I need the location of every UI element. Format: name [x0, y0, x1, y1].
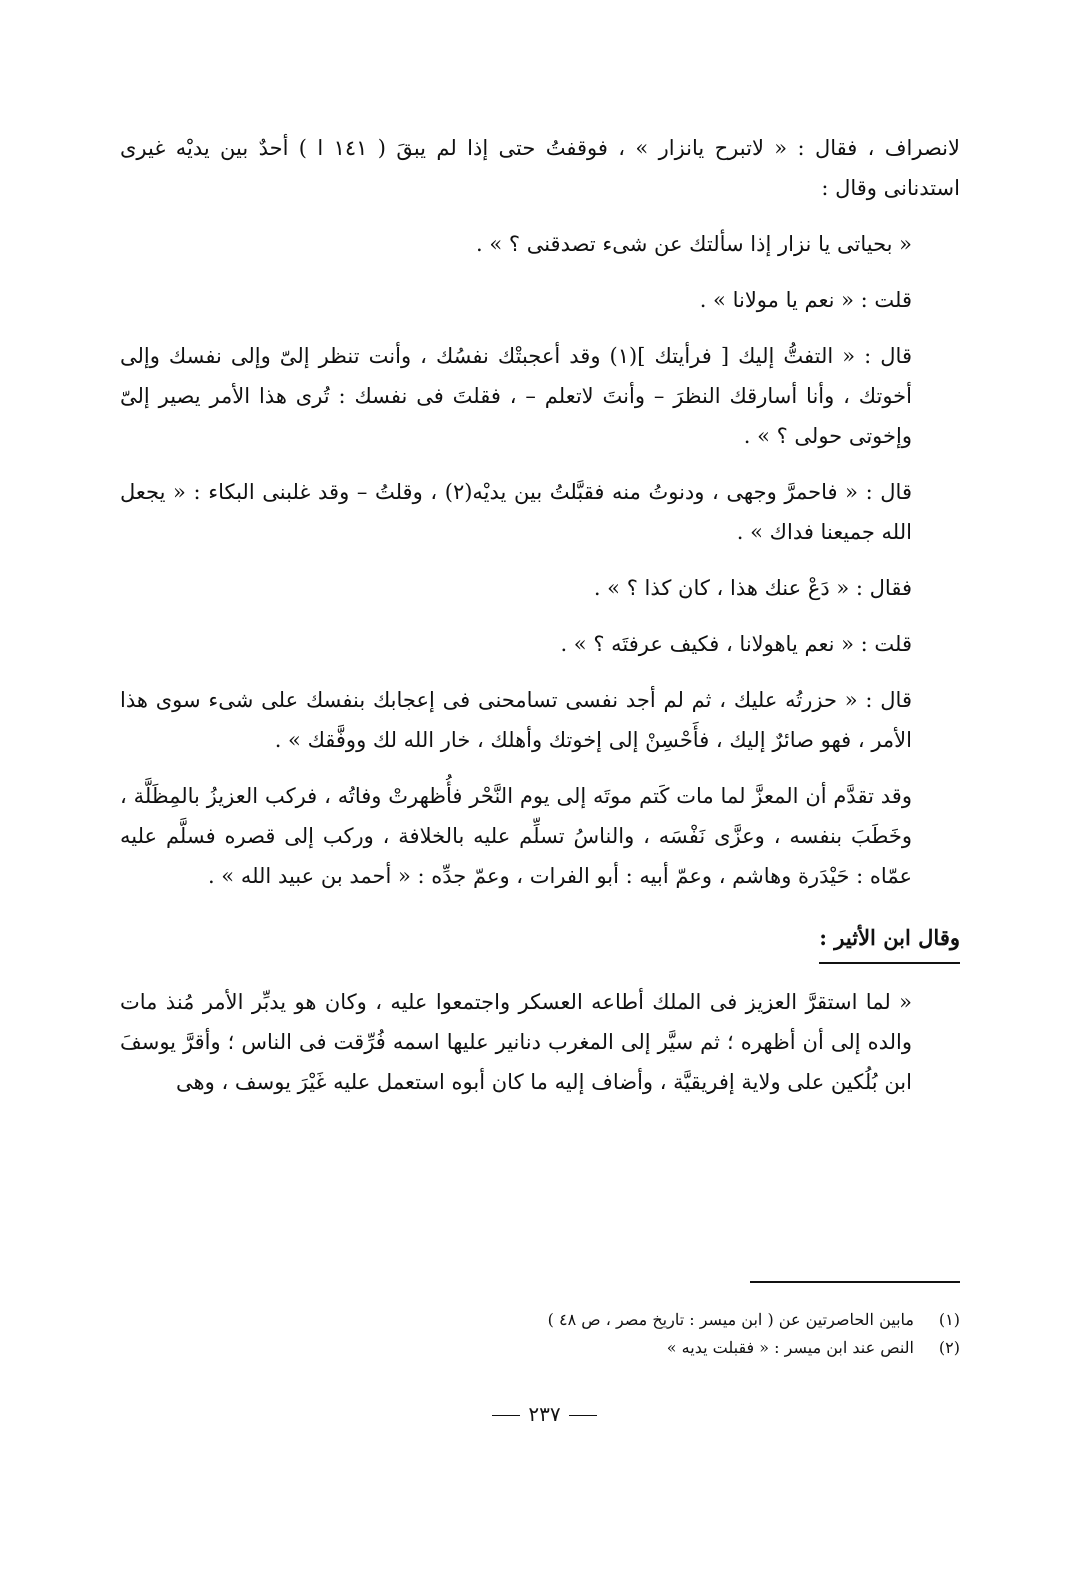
- footnote-number: (١): [938, 1310, 960, 1329]
- footnote: [300, 1334, 960, 1362]
- paragraph: قال : « فاحمرَّ وجهى ، ودنوتُ منه فقبَّلتُ بين يديْه(٢) ، وقلتُ – وقد غلبنى البكاء : « يجعل الله جميعنا فداك » .: [120, 480, 912, 544]
- footnotes: [300, 1306, 960, 1362]
- footnote-divider: [750, 1281, 960, 1283]
- section-heading-wrap: [120, 912, 960, 982]
- paragraph: لانصراف ، فقال : « لاتبرح يانزار » ، فوقفتُ حتى إذا لم يبقَ ( ١٤١ ا ) أحدٌ بين يديْه غيرى استدنانى وقال :: [120, 136, 960, 200]
- page-number-block: [0, 1402, 1089, 1426]
- paragraph: قلت : « نعم يا مولانا » .: [699, 288, 912, 312]
- paragraph: وقد تقدَّم أن المعزَّ لما مات كَتم موتَه إلى يوم النَّحْر فأُظهرتْ وفاتُه ، فركب العزيزُ بالمِظَلَّة ، وخَطَبَ بنفسه ، وعزَّى نَفْسَه ، والناسُ تسلِّم عليه بالخلافة ، وركب إلى قصره فسلَّم عليه عمّاه : حَيْدَرة وهاشم ، وعمّ أبيه : أبو الفرات ، وعمّ جدِّه : « أحمد بن عبيد الله » .: [120, 784, 912, 888]
- paragraph: قال : « حزرتُه عليك ، ثم لم أجد نفسى تسامحنى فى إعجابك بنفسك على شىء سوى هذا الأمر ، فهو صائرٌ إليك ، فأَحْسِنْ إلى إخوتك وأهلك ، خار الله لك ووفَّقك » .: [120, 688, 912, 752]
- dash-left: [492, 1415, 520, 1416]
- paragraph: « بحياتى يا نزار إذا سألتك عن شىء تصدقنى ؟ » .: [476, 232, 912, 256]
- dash-right: [569, 1415, 597, 1416]
- section-heading: وقال ابن الأثير :: [819, 918, 960, 964]
- page-number: ٢٣٧: [528, 1402, 561, 1426]
- paragraph: فقال : « دَعْ عنك هذا ، كان كذا ؟ » .: [593, 576, 912, 600]
- paragraph: قلت : « نعم ياهولانا ، فكيف عرفتَه ؟ » .: [560, 632, 912, 656]
- main-text: [120, 128, 960, 1118]
- footnote-text: النص عند ابن ميسر : « فقبلت يديه »: [666, 1338, 914, 1357]
- footnote: [300, 1306, 960, 1334]
- paragraph: « لما استقرَّ العزيز فى الملك أطاعه العسكر واجتمعوا عليه ، وكان هو يدبِّر الأمر مُنذ مات والده إلى أن أظهره ؛ ثم سيَّر إلى المغرب دنانير عليها اسمه فُرِّقت فى الناس ؛ وأقرَّ يوسفَ ابن بُلُكين على ولاية إفريقيَّة ، وأضاف إليه ما كان أبوه استعمل عليه غَيْرَ يوسف ، وهى: [120, 990, 912, 1094]
- footnote-number: (٢): [938, 1338, 960, 1357]
- paragraph: قال : « التفتُّ إليك [ فرأيتك ](١) وقد أعجبتْك نفسُك ، وأنت تنظر إلىّ وإلى نفسك وإلى أخوتك ، وأنا أسارقك النظرَ – وأنتَ لاتعلم – ، فقلتَ فى نفسك : تُرى هذا الأمر يصير إلىّ وإخوتى حولى ؟ » .: [120, 344, 912, 448]
- footnote-text: مابين الحاصرتين عن ( ابن ميسر : تاريخ مصر ، ص ٤٨ ): [547, 1310, 914, 1329]
